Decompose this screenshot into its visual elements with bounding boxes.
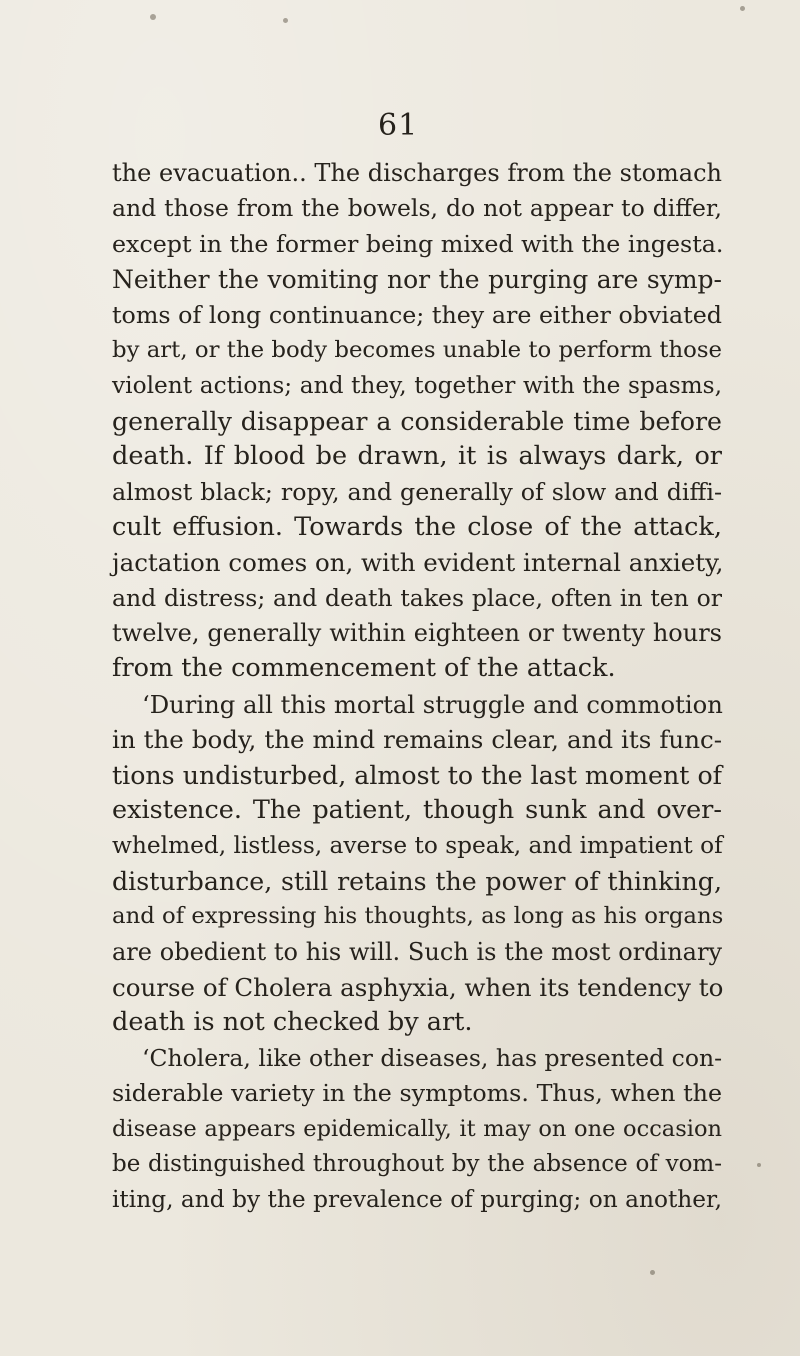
text-line: in the body, the mind remains clear, and its func- bbox=[112, 725, 722, 755]
text-line: are obedient to his will. Such is the most ordinary bbox=[112, 937, 722, 966]
text-line: except in the former being mixed with the ingesta. bbox=[112, 229, 724, 258]
text-line: cult effusion. Towards the close of the attack, bbox=[112, 511, 722, 542]
text-line: the evacuation.. The discharges from the stomach bbox=[112, 159, 722, 187]
text-line: death. If blood be drawn, it is always dark, or bbox=[112, 441, 722, 472]
text-line: almost black; ropy, and generally of slow and diffi- bbox=[112, 477, 722, 506]
text-line: twelve, generally within eighteen or twenty hours bbox=[112, 619, 722, 648]
text-line: jactation comes on, with evident internal anxiety, bbox=[112, 548, 724, 578]
text-line: course of Cholera asphyxia, when its tendency to bbox=[112, 972, 724, 1002]
text-line: violent actions; and they, together with the spasms, bbox=[112, 372, 722, 400]
ink-speck bbox=[150, 14, 156, 20]
text-line: and of expressing his thoughts, as long as his organs bbox=[112, 903, 724, 930]
body-text bbox=[112, 156, 722, 1218]
text-line: disturbance, still retains the power of thinking, bbox=[112, 866, 722, 896]
text-line: disease appears epidemically, it may on one occasion bbox=[112, 1115, 722, 1142]
ink-speck bbox=[740, 6, 745, 11]
text-line: be distinguished throughout by the absence of vom- bbox=[112, 1150, 722, 1177]
text-line: generally disappear a considerable time before bbox=[112, 406, 722, 436]
paragraph-end-line: from the commencement of the attack. bbox=[112, 653, 616, 684]
text-line: and distress; and death takes place, often in ten or bbox=[112, 583, 722, 612]
paragraph-start-line: ‘Cholera, like other diseases, has presented con- bbox=[142, 1043, 723, 1072]
text-line: toms of long continuance; they are either obviated bbox=[112, 300, 722, 329]
text-line: and those from the bowels, do not appear to differ, bbox=[112, 194, 722, 223]
text-line: iting, and by the prevalence of purging; on another, bbox=[112, 1186, 722, 1214]
text-line: whelmed, listless, averse to speak, and impatient of bbox=[112, 832, 723, 860]
text-line: tions undisturbed, almost to the last moment of bbox=[112, 760, 722, 790]
ink-speck bbox=[757, 1163, 761, 1167]
text-line: existence. The patient, though sunk and over- bbox=[112, 795, 722, 826]
text-line: by art, or the body becomes unable to perform those bbox=[112, 336, 722, 363]
ink-speck bbox=[283, 18, 288, 23]
paragraph-start-line: ‘During all this mortal struggle and commotion bbox=[142, 689, 723, 719]
text-line: Neither the vomiting nor the purging are symp- bbox=[112, 265, 722, 295]
ink-speck bbox=[650, 1270, 655, 1275]
text-line: siderable variety in the symptoms. Thus, when the bbox=[112, 1079, 722, 1108]
paragraph-end-line: death is not checked by art. bbox=[112, 1007, 473, 1038]
page-number: 61 bbox=[378, 108, 419, 143]
